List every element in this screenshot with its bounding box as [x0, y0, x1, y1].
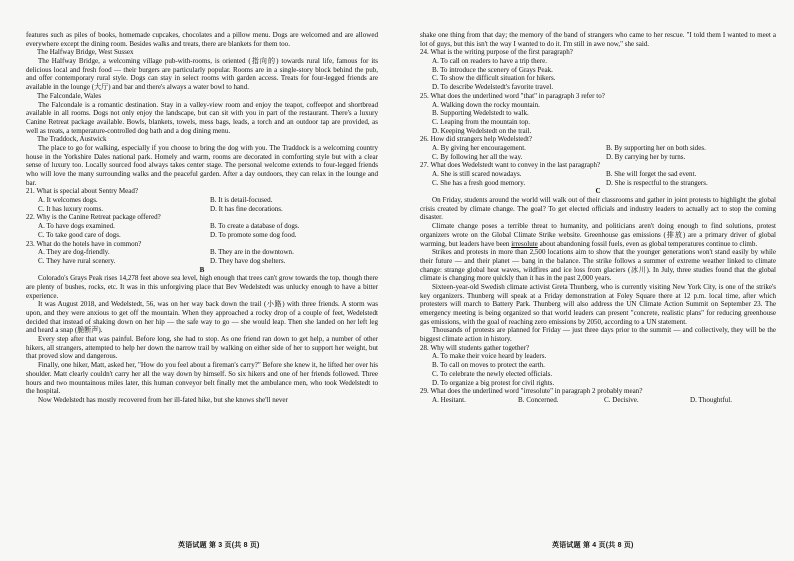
paragraph-c1: On Friday, students around the world will walk out of their classrooms and gather in joint protests to highlight the global crisis created by climate change. The goal? To get elected officials and industry leaders to actually act to stop the coming disaster.	[420, 196, 776, 222]
intro-paragraph: features such as piles of books, homemade cupcakes, chocolates and a pillow menu. Dogs are welcomed and are allowed everywhere except the dining room. Besides walks and treats, there are blankets for them too.	[26, 31, 378, 48]
option-23a: A. They are dog-friendly.	[38, 248, 110, 257]
option-28d: D. To organize a big protest for civil rights.	[432, 378, 555, 387]
option-27a: A. She is still scared nowadays.	[432, 170, 522, 178]
question-24: 24. What is the writing purpose of the first paragraph?	[420, 48, 573, 57]
option-21d: D. It has fine decorations.	[210, 204, 283, 213]
option-29b: B. Concerned.	[518, 395, 559, 404]
option-26a: A. By giving her encouragement.	[432, 143, 526, 152]
heading-traddock: The Traddock, Austwick	[37, 135, 107, 144]
paragraph-c4: Sixteen-year-old Swedish climate activist Greta Thunberg, who is currently visiting New York City, is one of the strike's key organizers. Thunberg will speak at a Friday demonstration at Foley Square there at 12 p.m. local time, after which protesters will march to Battery Park. Thunberg will also address the UN Climate Action Summit on September 23. The emergency meeting is being organized so that world leaders can present "concrete, realistic plans" for reducing greenhouse gas emissions, with the goal of reaching zero emissions by 2050, according to a UN statement.	[420, 282, 776, 326]
question-29-options	[420, 396, 776, 405]
option-24b: B. To introduce the scenery of Grays Peak.	[432, 65, 553, 74]
question-25: 25. What does the underlined word "that" in paragraph 3 refer to?	[420, 91, 605, 100]
left-column	[26, 31, 378, 405]
option-24d: D. To describe Wedelstedt's favorite travel.	[432, 83, 554, 92]
page-footer-right: 英语试题 第 4 页(共 8 页)	[552, 542, 634, 549]
question-23: 23. What do the hotels have in common?	[26, 239, 142, 248]
option-28c: C. To celebrate the newly elected officials.	[432, 369, 553, 378]
option-22c: C. To take good care of dogs.	[38, 230, 121, 239]
question-21-options	[26, 196, 378, 213]
option-28b: B. To call on moves to protect the earth.	[432, 361, 545, 370]
option-29a: A. Hesitant.	[432, 395, 466, 404]
paragraph-c2-end: about abandoning fossil fuels, even as global temperatures continue to climb.	[537, 239, 758, 248]
section-c-heading: C	[595, 187, 601, 196]
paragraph-c2	[420, 222, 776, 248]
paragraph-b4: Finally, one hiker, Matt, asked her, "How do you feel about a fireman's carry?" Before she knew it, he lifted her over his shoulder. Matt clearly couldn't carry her all the way down by himself. So six hikers and one of her friends followed. Three hours and two mountainous miles later, this human conveyor belt finally met the ambulance men, who took Wedelstedt to the hospital.	[26, 361, 378, 396]
option-23b: B. They are in the downtown.	[210, 248, 294, 257]
option-29c: C. Decisive.	[604, 395, 639, 404]
question-22: 22. Why is the Canine Retreat package offered?	[26, 213, 161, 222]
option-28a: A. To make their voice heard by leaders.	[432, 352, 547, 361]
heading-falcondale: The Falcondale, Wales	[37, 91, 102, 100]
option-27d: D. She is respectful to the strangers.	[606, 178, 708, 187]
right-column	[420, 31, 776, 405]
option-22a: A. To have dogs examined.	[38, 222, 115, 231]
option-26d: D. By carrying her by turns.	[606, 152, 686, 161]
paragraph-c2-start: Climate change poses a terrible threat to humanity, and politicians aren't doing enough to find solutions, protest organizers wrote on the Global Climate Strike website. Greenhouse gas emissions (排放) are a primary driver of global warming, but leaders have been	[420, 222, 776, 248]
paragraph-b5: Now Wedelstedt has mostly recovered from her ill-fated hike, but she knows she'll never	[38, 395, 288, 404]
page-footer-left: 英语试题 第 3 页(共 8 页)	[178, 542, 260, 549]
option-24a: A. To call on readers to have a trip there.	[432, 57, 548, 66]
option-25a: A. Walking down the rocky mountain.	[432, 100, 540, 109]
paragraph-b3: Every step after that was painful. Before long, she had to stop. As one friend ran down to get help, a number of other hikers, all strangers, attempted to help her down the narrow trail by walking on either side of her to support her weight, but that proved slow and dangerous.	[26, 335, 378, 361]
option-24c: C. To show the difficult situation for hikers.	[432, 74, 556, 83]
question-21: 21. What is special about Sentry Mead?	[26, 187, 139, 196]
option-21a: A. It welcomes dogs.	[38, 196, 98, 205]
option-27c: C. She has a fresh good memory.	[432, 178, 526, 187]
option-22b: B. To create a database of dogs.	[210, 222, 300, 231]
paragraph-halfway-bridge: The Halfway Bridge, a welcoming village pub-with-rooms, is oriented (指向的) towards rural life, famous for its delicious local and fresh food — their burgers are particularly popular. Rooms are in a single-story block behind the pub, and offer contemporary rural style. Dogs can stay in select rooms with garden access. Treats for four-legged friends are available in the lounge (大厅) and bar and there's always a water bowl to hand.	[26, 57, 378, 92]
question-26-options	[420, 144, 776, 161]
option-21c: C. It has luxury rooms.	[38, 204, 103, 213]
option-21b: B. It is detail-focused.	[210, 196, 273, 205]
option-25b: B. Supporting Wedelstedt to walk.	[432, 109, 529, 118]
question-26: 26. How did strangers help Wedelstedt?	[420, 135, 533, 144]
option-27b: B. She will forget the sad event.	[606, 170, 697, 178]
question-28: 28. Why will students gather together?	[420, 343, 530, 352]
paragraph-c3: Strikes and protests in more than 2,500 locations aim to show that the younger generations won't stand easily by while their future — and their planet — bang in the balance. The strike follows a summer of extreme weather linked to climate change: strange global heat waves, wildfires and ice loss from glaciers (冰川). In July, three studies found that the global climate is changing more quickly than it has in the past 2,000 years.	[420, 248, 776, 283]
option-23c: C. They have rural scenery.	[38, 256, 116, 265]
option-22d: D. To promote some dog food.	[210, 230, 297, 239]
option-25c: C. Leaping from the mountain top.	[432, 117, 531, 126]
paragraph-b2: It was August 2018, and Wedelstedt, 56, was on her way back down the trail (小路) with three friends. A storm was upon, and they were anxious to get off the mountain. When they approached a rocky drop of a couple of feet, Wedelstedt decided that instead of shaking down on her hip — the safe way to go — she would leap. Then she landed on her left leg and heard a snap (脆断声).	[26, 300, 378, 335]
paragraph-b5-continued: shake one thing from that day; the memory of the band of strangers who came to her rescue. "I told them I wanted to meet a lot of guys, but this isn't the way I wanted to do it. I'm still in awe now," she said.	[420, 31, 776, 48]
option-26b: B. By supporting her on both sides.	[606, 143, 706, 152]
option-26c: C. By following her all the way.	[432, 152, 523, 161]
option-25d: D. Keeping Wedelstedt on the trail.	[432, 126, 532, 135]
paragraph-b1: Colorado's Grays Peak rises 14,278 feet above sea level, high enough that trees can't grow towards the top, though there are plenty of bushes, rocks, etc. It was in this unforgiving place that Bev Wedelstedt was unlucky enough to have a bitter experience.	[26, 274, 378, 300]
question-22-options	[26, 222, 378, 239]
question-23-options	[26, 248, 378, 265]
question-27-options	[420, 170, 776, 187]
question-29: 29. What does the underlined word "irresolute" in paragraph 2 probably mean?	[420, 387, 643, 396]
heading-halfway-bridge: The Halfway Bridge, West Sussex	[37, 48, 134, 57]
paragraph-c5: Thousands of protests are planned for Friday — just three days prior to the summit — and collectively, they will be the biggest climate action in history.	[420, 326, 776, 344]
underlined-word-irresolute: irresolute	[511, 239, 538, 248]
section-b-heading: B	[199, 265, 205, 274]
question-27: 27. What does Wedelstedt want to convey in the last paragraph?	[420, 161, 601, 170]
paragraph-falcondale: The Falcondale is a romantic destination. Stay in a valley-view room and enjoy the teapot, coffeepot and shortbread available in all rooms. Dogs not only enjoy the landscape, but can sit with you in part of the restaurant. There's a luxury Canine Retreat package available. Bowls, blankets, towels, mess bags, leads, a torch and an outdoor tap are provided, as well as treats, a temperature-controlled dog bath and a dog dining menu.	[26, 100, 378, 135]
option-23d: D. They have dog shelters.	[210, 256, 286, 265]
option-29d: D. Thoughtful.	[690, 395, 732, 404]
paragraph-traddock: The place to go for walking, especially if you choose to bring the dog with you. The Traddock is a welcoming country house in the Yorkshire Dales national park. Homely and warm, rooms are decorated in comforting style but with a clear sense of luxury too. Locally sourced food always takes center stage. The personal welcome extends to four-legged friends who will love the many surrounding walks and the peaceful garden. After a day outdoors, they can relax in the lounge and bar.	[26, 143, 378, 187]
